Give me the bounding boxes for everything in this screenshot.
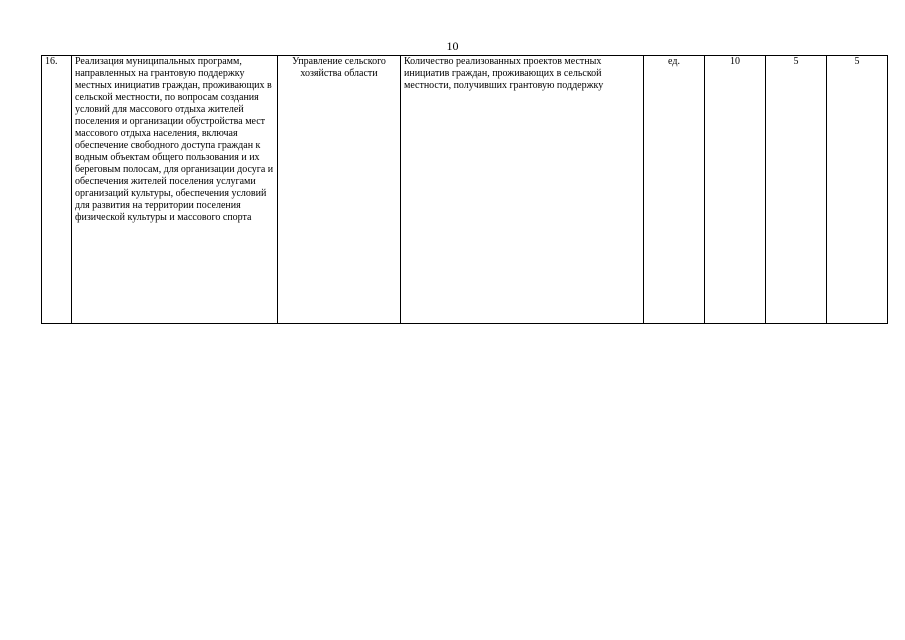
value-cell-2: 5 (766, 56, 827, 324)
unit-cell: ед. (644, 56, 705, 324)
page-number: 10 (446, 39, 459, 53)
table-row (42, 56, 888, 324)
event-name-cell: Реализация муниципальных программ, направленных на грантовую поддержку местных инициатив граждан, проживающих в сельской местности, по вопросам создания условий для массового отдыха жителей поселения и организации обустройства мест массового отдыха населения, включая обеспечение свободного доступа граждан к водным объектам общего пользования и их береговым полосам, для организации досуга и обеспечения жителей поселения услугами организаций культуры, обеспечения условий для развития на территории поселения физической культуры и массового спорта (72, 56, 278, 324)
row-number-cell: 16. (42, 56, 72, 324)
value-cell-3: 5 (827, 56, 888, 324)
value-cell-1: 10 (705, 56, 766, 324)
document-table (41, 55, 888, 324)
responsible-cell: Управление сельского хозяйства области (278, 56, 401, 324)
indicator-cell: Количество реализованных проектов местных инициатив граждан, проживающих в сельской местности, получивших грантовую поддержку (401, 56, 644, 324)
